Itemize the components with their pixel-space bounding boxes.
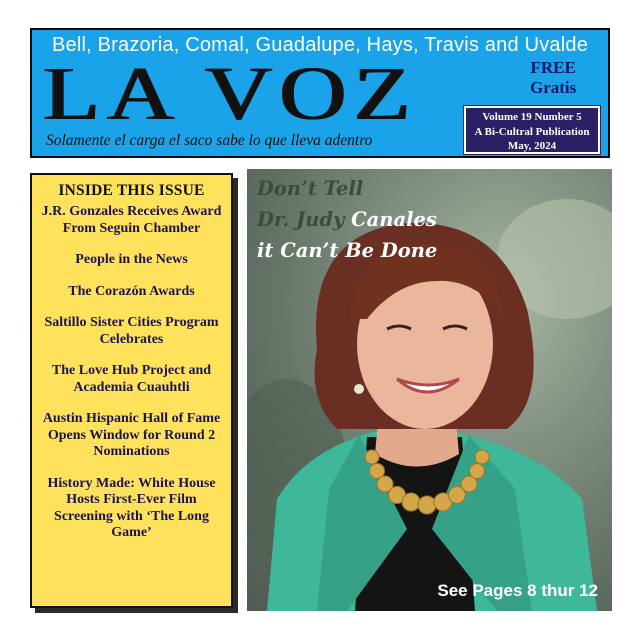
article-item[interactable]: Saltillo Sister Cities Program Celebrates <box>44 315 219 347</box>
article-list <box>32 204 231 542</box>
headline-name-part: Dr. Judy <box>257 208 352 231</box>
counties-line: Bell, Brazoria, Comal, Guadalupe, Hays, Travis and Uvalde <box>51 34 589 56</box>
issue-info-box <box>464 106 600 154</box>
see-pages-note: See Pages 8 thur 12 <box>437 581 598 600</box>
issue-date: May, 2024 <box>507 140 557 152</box>
article-item[interactable]: J.R. Gonzales Receives Award From Seguin Chamber <box>41 204 222 236</box>
publication-title: LA VOZ <box>42 52 417 136</box>
volume-number: Volume 19 Number 5 <box>482 111 582 123</box>
gratis-text: Gratis <box>530 78 577 97</box>
free-text: FREE <box>530 58 576 77</box>
article-item[interactable]: History Made: White House Hosts First-Ever Film Screening with ‘The Long Game’ <box>47 475 216 540</box>
sidebar-title: INSIDE THIS ISSUE <box>58 182 205 199</box>
article-item[interactable]: Austin Hispanic Hall of Fame Opens Window for Round 2 Nominations <box>42 411 221 459</box>
headline-line-1: Don’t Tell <box>257 177 364 200</box>
article-item[interactable]: The Love Hub Project and Academia Cuauhtli <box>51 363 212 395</box>
tagline: Solamente el carga el saco sabe lo que lleva adentro <box>46 132 373 149</box>
cover-photo <box>247 169 612 611</box>
masthead <box>30 28 610 158</box>
free-label <box>530 58 576 98</box>
inside-this-issue-box <box>30 173 233 608</box>
article-item[interactable]: The Corazón Awards <box>68 283 195 299</box>
publication-type: A Bi-Cultral Publication <box>474 125 590 138</box>
headline-line-2 <box>257 204 437 235</box>
article-item[interactable]: People in the News <box>75 252 188 267</box>
headline-line-3: it Can’t Be Done <box>257 239 438 262</box>
cover-headline <box>257 173 437 266</box>
headline-surname: Canales <box>351 208 437 231</box>
